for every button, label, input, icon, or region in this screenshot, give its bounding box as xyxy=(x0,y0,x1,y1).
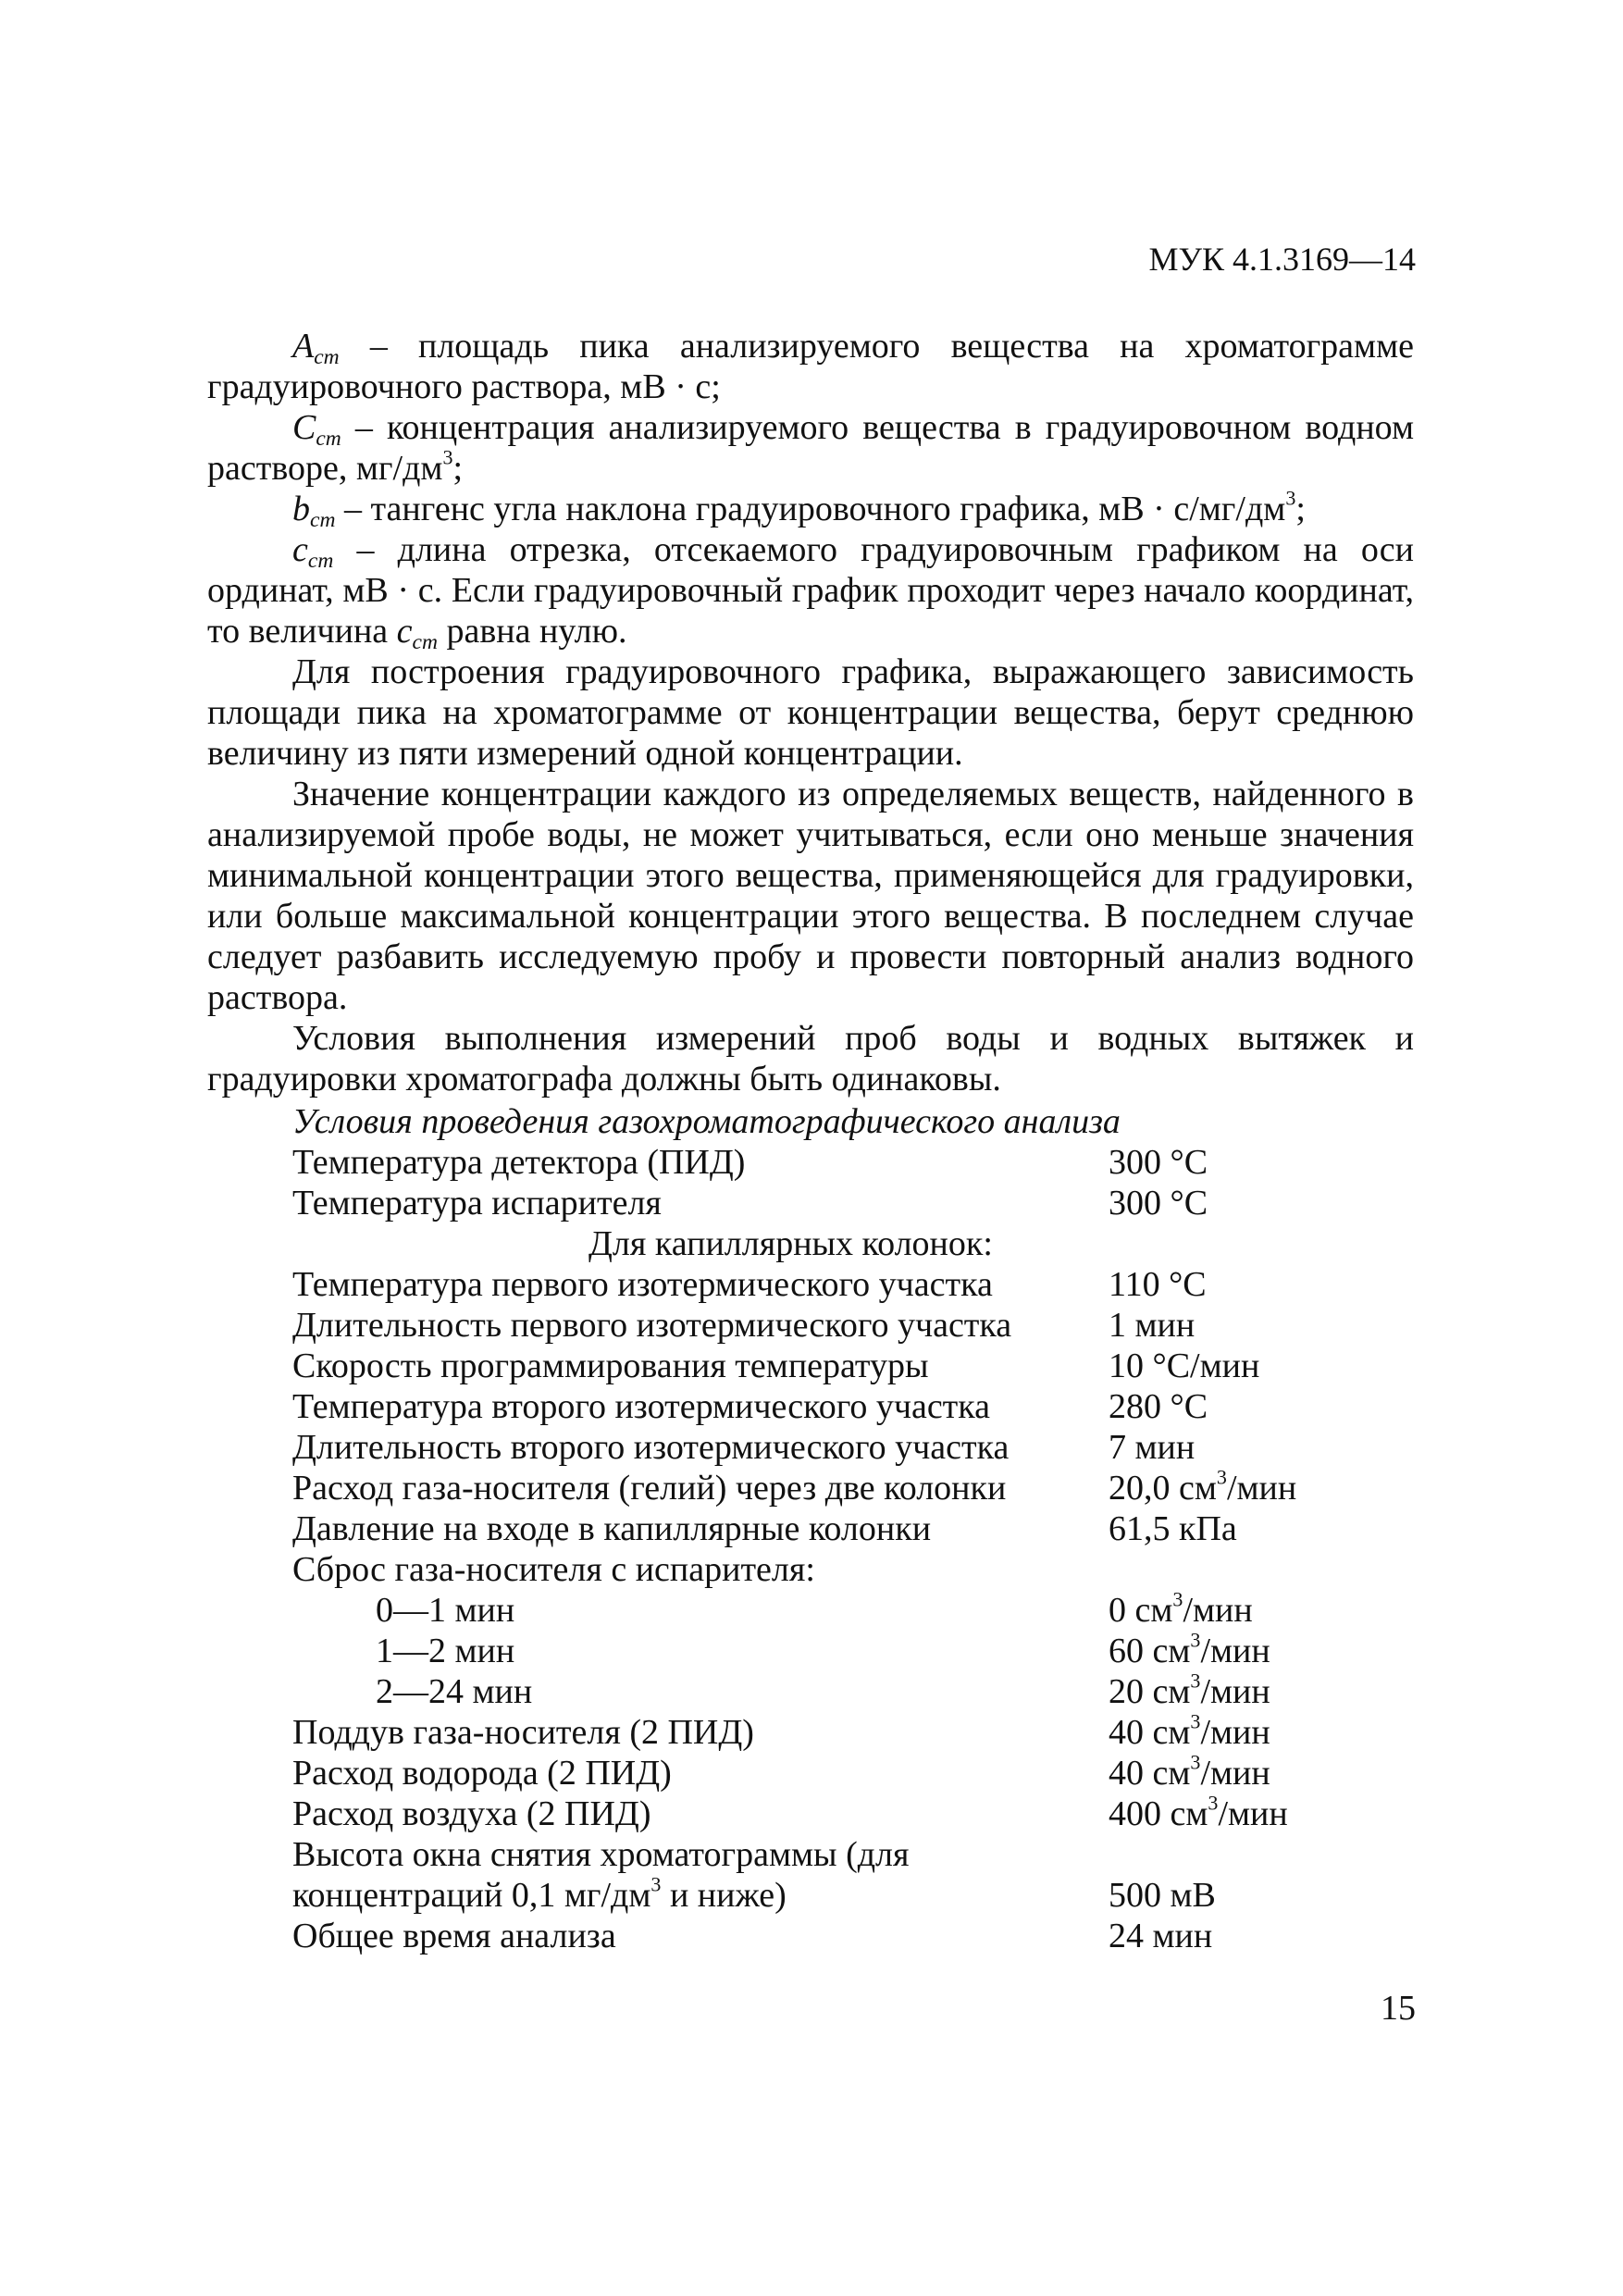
symbol-subscript: ст xyxy=(310,508,336,533)
inline-symbol-subscript: ст xyxy=(412,630,438,655)
symbol-subscript: ст xyxy=(316,427,341,452)
value-unit: /мин xyxy=(1183,1591,1253,1630)
condition-value xyxy=(1109,1793,1288,1834)
symbol-subscript: ст xyxy=(307,549,334,574)
condition-label: 0—1 мин xyxy=(376,1591,515,1630)
condition-value xyxy=(1109,1628,1270,1671)
condition-row xyxy=(207,1834,1414,1916)
condition-row xyxy=(207,1671,1414,1712)
page-body xyxy=(207,326,1414,1956)
superscript: 3 xyxy=(1216,1465,1227,1489)
condition-label: Температура второго изотермического участка xyxy=(292,1387,991,1426)
condition-label: 2—24 мин xyxy=(376,1672,533,1711)
condition-value: 24 мин xyxy=(1109,1917,1213,1955)
condition-label: Расход газа-носителя (гелий) через две колонки xyxy=(292,1469,1007,1508)
condition-value xyxy=(1109,1709,1270,1753)
inline-symbol: c xyxy=(396,612,413,651)
condition-row xyxy=(207,1750,1414,1793)
page-number: 15 xyxy=(1381,1989,1416,2028)
condition-label: Расход воздуха (2 ПИД) xyxy=(292,1794,651,1833)
condition-label: Давление на входе в капиллярные колонки xyxy=(292,1509,932,1548)
superscript: 3 xyxy=(650,1872,662,1896)
value-unit: /мин xyxy=(1218,1794,1288,1833)
condition-row xyxy=(207,1183,1414,1223)
value-unit: /мин xyxy=(1200,1754,1270,1793)
superscript: 3 xyxy=(1208,1791,1219,1815)
condition-value: 300 °С xyxy=(1109,1184,1208,1222)
condition-row xyxy=(207,1386,1414,1427)
definition-text: – концентрация анализируемого вещества в градуировочном водном растворе, мг/дм xyxy=(207,408,1414,488)
capillary-heading: Для капиллярных колонок: xyxy=(588,1224,993,1263)
condition-label: Температура первого изотермического участка xyxy=(292,1265,993,1304)
condition-label: Температура испарителя xyxy=(292,1184,662,1222)
value-unit: /мин xyxy=(1226,1469,1297,1508)
condition-value xyxy=(1109,1750,1270,1793)
symbol: b xyxy=(292,490,310,528)
symbol: A xyxy=(292,327,315,366)
condition-row xyxy=(207,1142,1414,1183)
condition-row xyxy=(207,1264,1414,1305)
condition-value: 1 мин xyxy=(1109,1306,1196,1345)
condition-value: 280 °С xyxy=(1109,1387,1208,1426)
value-unit: /мин xyxy=(1200,1632,1270,1670)
label-line xyxy=(292,1872,1109,1916)
symbol: C xyxy=(292,408,316,447)
definition-c-intercept xyxy=(207,529,1414,655)
definition-c xyxy=(207,407,1414,489)
value-number: 0 см xyxy=(1109,1591,1173,1630)
condition-label: Температура детектора (ПИД) xyxy=(292,1143,746,1182)
condition-value: 110 °С xyxy=(1109,1265,1207,1304)
condition-row xyxy=(207,1628,1414,1671)
condition-row xyxy=(207,1709,1414,1753)
condition-value: 10 °С/мин xyxy=(1109,1347,1260,1385)
superscript: 3 xyxy=(1190,1628,1201,1652)
definition-text-end: ; xyxy=(452,449,464,488)
condition-row xyxy=(207,1346,1414,1386)
condition-label: Скорость программирования температуры xyxy=(292,1347,929,1385)
condition-row xyxy=(207,1549,1414,1590)
condition-row xyxy=(207,1587,1414,1631)
condition-value: 300 °С xyxy=(1109,1143,1208,1182)
condition-row xyxy=(207,1427,1414,1468)
definition-text: – площадь пика анализируемого вещества на хроматограмме градуировочного раствора, мВ · с; xyxy=(207,327,1414,406)
value-number: 60 см xyxy=(1109,1632,1191,1670)
value-number: 400 см xyxy=(1109,1794,1208,1833)
split-heading: Сброс газа-носителя с испарителя: xyxy=(292,1550,815,1589)
condition-label: Длительность первого изотермического участка xyxy=(292,1306,1012,1345)
paragraph-identical-conditions: Условия выполнения измерений проб воды и водных вытяжек и градуировки хроматографа должны быть одинаковы. xyxy=(207,1019,1414,1098)
definition-text-end: ; xyxy=(1295,490,1306,528)
conditions-title: Условия проведения газохроматографического анализа xyxy=(292,1102,1121,1141)
symbol-subscript: ст xyxy=(314,345,340,370)
condition-label: 1—2 мин xyxy=(376,1632,515,1670)
condition-row xyxy=(207,1793,1414,1834)
definition-b xyxy=(207,486,1414,533)
label-text-end: и ниже) xyxy=(661,1876,787,1915)
condition-row xyxy=(207,1305,1414,1346)
label-line: Высота окна снятия хроматограммы (для xyxy=(292,1835,910,1874)
condition-label xyxy=(207,1834,1109,1916)
condition-value xyxy=(1109,1671,1270,1712)
condition-value xyxy=(1109,1465,1297,1508)
condition-row xyxy=(207,1916,1414,1956)
superscript: 3 xyxy=(1190,1669,1201,1693)
condition-label: Общее время анализа xyxy=(292,1917,616,1955)
superscript: 3 xyxy=(1285,486,1296,510)
value-number: 20,0 см xyxy=(1109,1469,1217,1508)
superscript: 3 xyxy=(1190,1750,1201,1774)
label-text: концентраций 0,1 мг/дм xyxy=(292,1876,651,1915)
superscript: 3 xyxy=(1190,1709,1201,1733)
paragraph-calibration-graph: Для построения градуировочного графика, выражающего зависимость площади пика на хроматограмме от концентрации вещества, берут среднюю величину из пяти измерений одной концентрации. xyxy=(207,652,1414,773)
superscript: 3 xyxy=(1172,1587,1183,1611)
value-unit: /мин xyxy=(1200,1672,1270,1711)
condition-row xyxy=(207,1508,1414,1549)
definition-a xyxy=(207,326,1414,407)
condition-label: Расход водорода (2 ПИД) xyxy=(292,1754,672,1793)
superscript: 3 xyxy=(442,445,453,469)
condition-value: 61,5 кПа xyxy=(1109,1509,1237,1548)
value-number: 40 см xyxy=(1109,1713,1191,1752)
symbol: c xyxy=(292,530,308,569)
condition-value xyxy=(1109,1587,1253,1631)
value-number: 20 см xyxy=(1109,1672,1191,1711)
definition-text: – длина отрезка, отсекаемого градуировочным графиком на оси ординат, мВ · с. Если градуировочный график проходит через начало координат, то величина xyxy=(207,530,1414,651)
document-code: МУК 4.1.3169—14 xyxy=(1148,241,1416,278)
condition-row xyxy=(207,1465,1414,1508)
value-number: 40 см xyxy=(1109,1754,1191,1793)
condition-value: 500 мВ xyxy=(1109,1876,1216,1915)
definition-text-end: равна нулю. xyxy=(446,612,627,651)
condition-value: 7 мин xyxy=(1109,1428,1196,1467)
value-unit: /мин xyxy=(1200,1713,1270,1752)
condition-label: Длительность второго изотермического участка xyxy=(292,1428,1010,1467)
definition-text: – тангенс угла наклона градуировочного графика, мВ · с/мг/дм xyxy=(343,490,1286,528)
condition-label: Поддув газа-носителя (2 ПИД) xyxy=(292,1713,754,1752)
paragraph-concentration-limits: Значение концентрации каждого из определяемых веществ, найденного в анализируемой пробе воды, не может учитываться, если оно меньше значения минимальной концентрации этого вещества, применяющейся для градуировки, или больше максимальной концентрации этого вещества. В последнем случае следует разбавить исследуемую пробу и провести повторный анализ водного раствора. xyxy=(207,775,1414,1017)
